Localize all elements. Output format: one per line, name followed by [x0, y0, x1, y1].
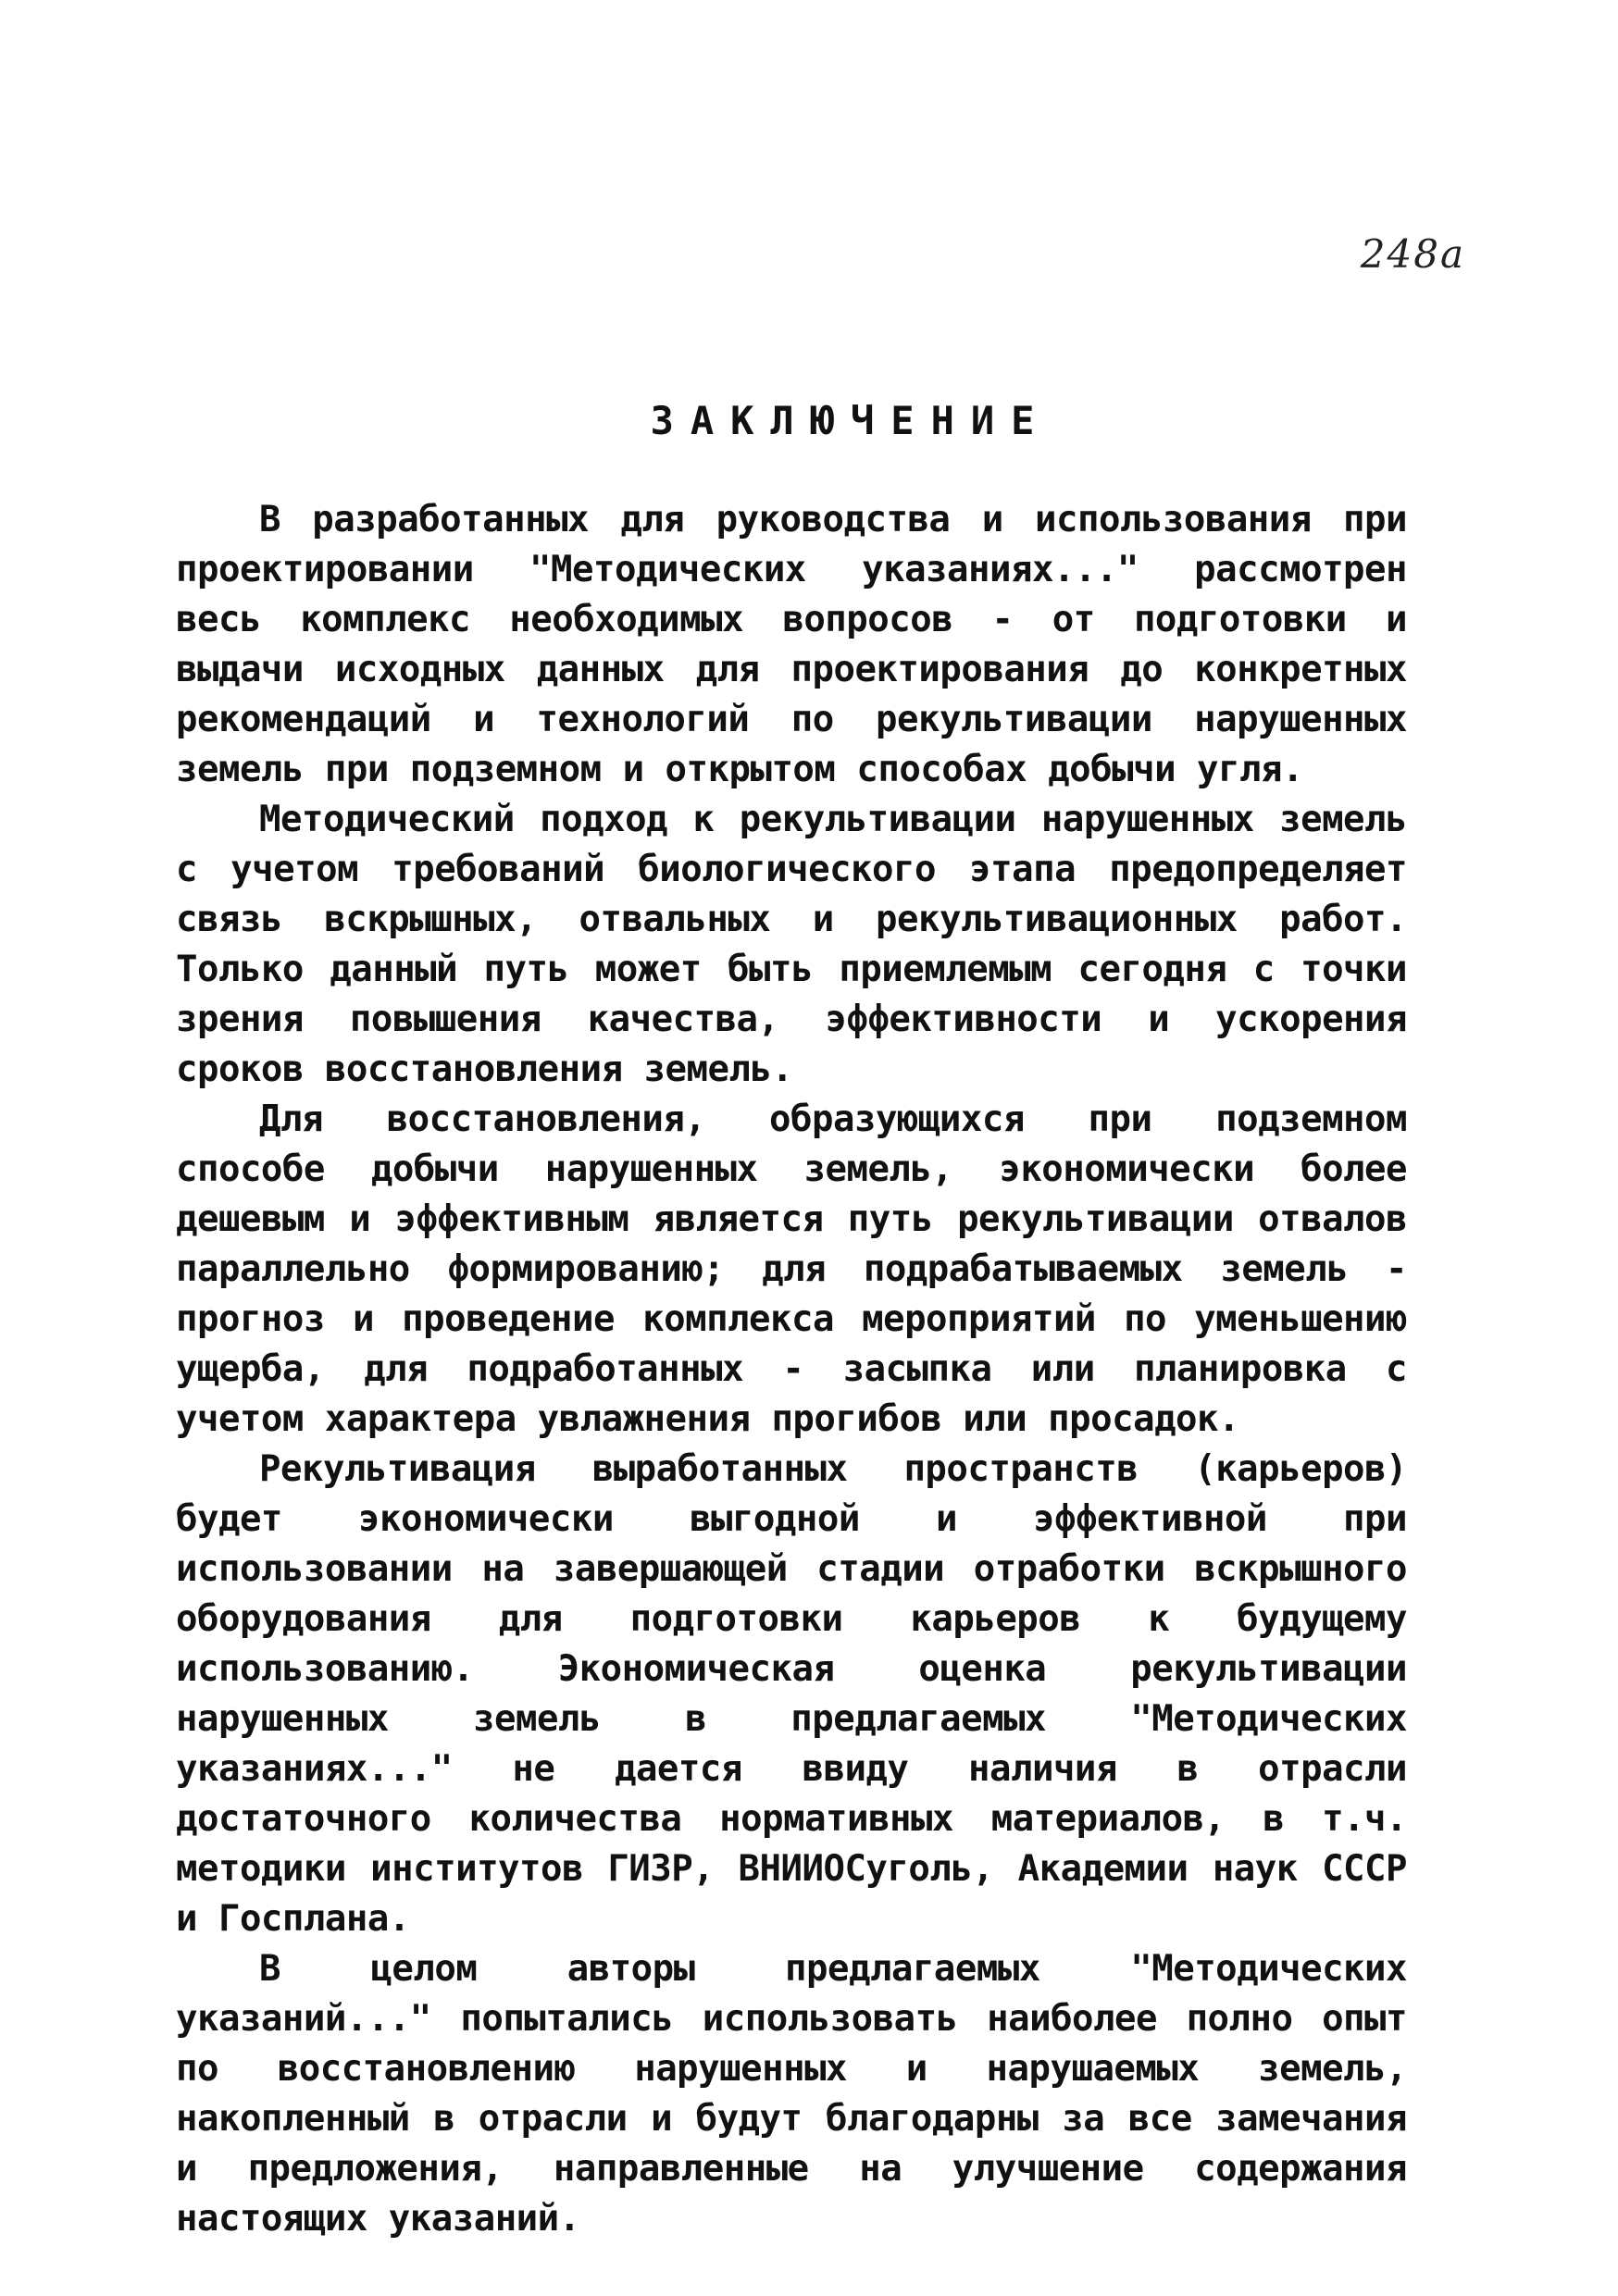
paragraph: Методический подход к рекультивации нарушенных земель с учетом требований биологического этапа предопределяет связь вскрышных, отвальных и рекультивационных работ. Только данный путь может быть приемлемым сегодня с точки зрения повышения качества, эффективности и ускорения сроков восстановления земель.	[176, 799, 1407, 1090]
page-number: 248а	[1360, 231, 1465, 277]
paragraph: В разработанных для руководства и использования при проектировании "Методических указаниях..." рассмотрен весь комплекс необходимых вопросов - от подготовки и выдачи исходных данных для проектирования до конкретных рекомендаций и технологий по рекультивации нарушенных земель при подземном и открытом способах добычи угля.	[176, 499, 1407, 790]
page-title: ЗАКЛЮЧЕНИЕ	[650, 398, 1052, 443]
paragraph: Рекультивация выработанных пространств (карьеров) будет экономически выгодной и эффективной при использовании на завершающей стадии отработки вскрышного оборудования для подготовки карьеров к будущему использованию. Экономическая оценка рекультивации нарушенных земель в предлагаемых "Методических указаниях..." не дается ввиду наличия в отрасли достаточного количества нормативных материалов, в т.ч. методики институтов ГИЗР, ВНИИОСуголь, Академии наук СССР и Госплана.	[176, 1448, 1407, 1940]
paragraph: Для восстановления, образующихся при подземном способе добычи нарушенных земель, экономически более дешевым и эффективным является путь рекультивации отвалов параллельно формированию; для подрабатываемых земель - прогноз и проведение комплекса мероприятий по уменьшению ущерба, для подработанных - засыпка или планировка с учетом характера увлажнения прогибов или просадок.	[176, 1098, 1407, 1440]
paragraph: В целом авторы предлагаемых "Методических указаний..." попытались использовать наиболее полно опыт по восстановлению нарушенных и нарушаемых земель, накопленный в отрасли и будут благодарны за все замечания и предложения, направленные на улучшение содержания настоящих указаний.	[176, 1948, 1407, 2240]
document-body	[176, 495, 1407, 2244]
